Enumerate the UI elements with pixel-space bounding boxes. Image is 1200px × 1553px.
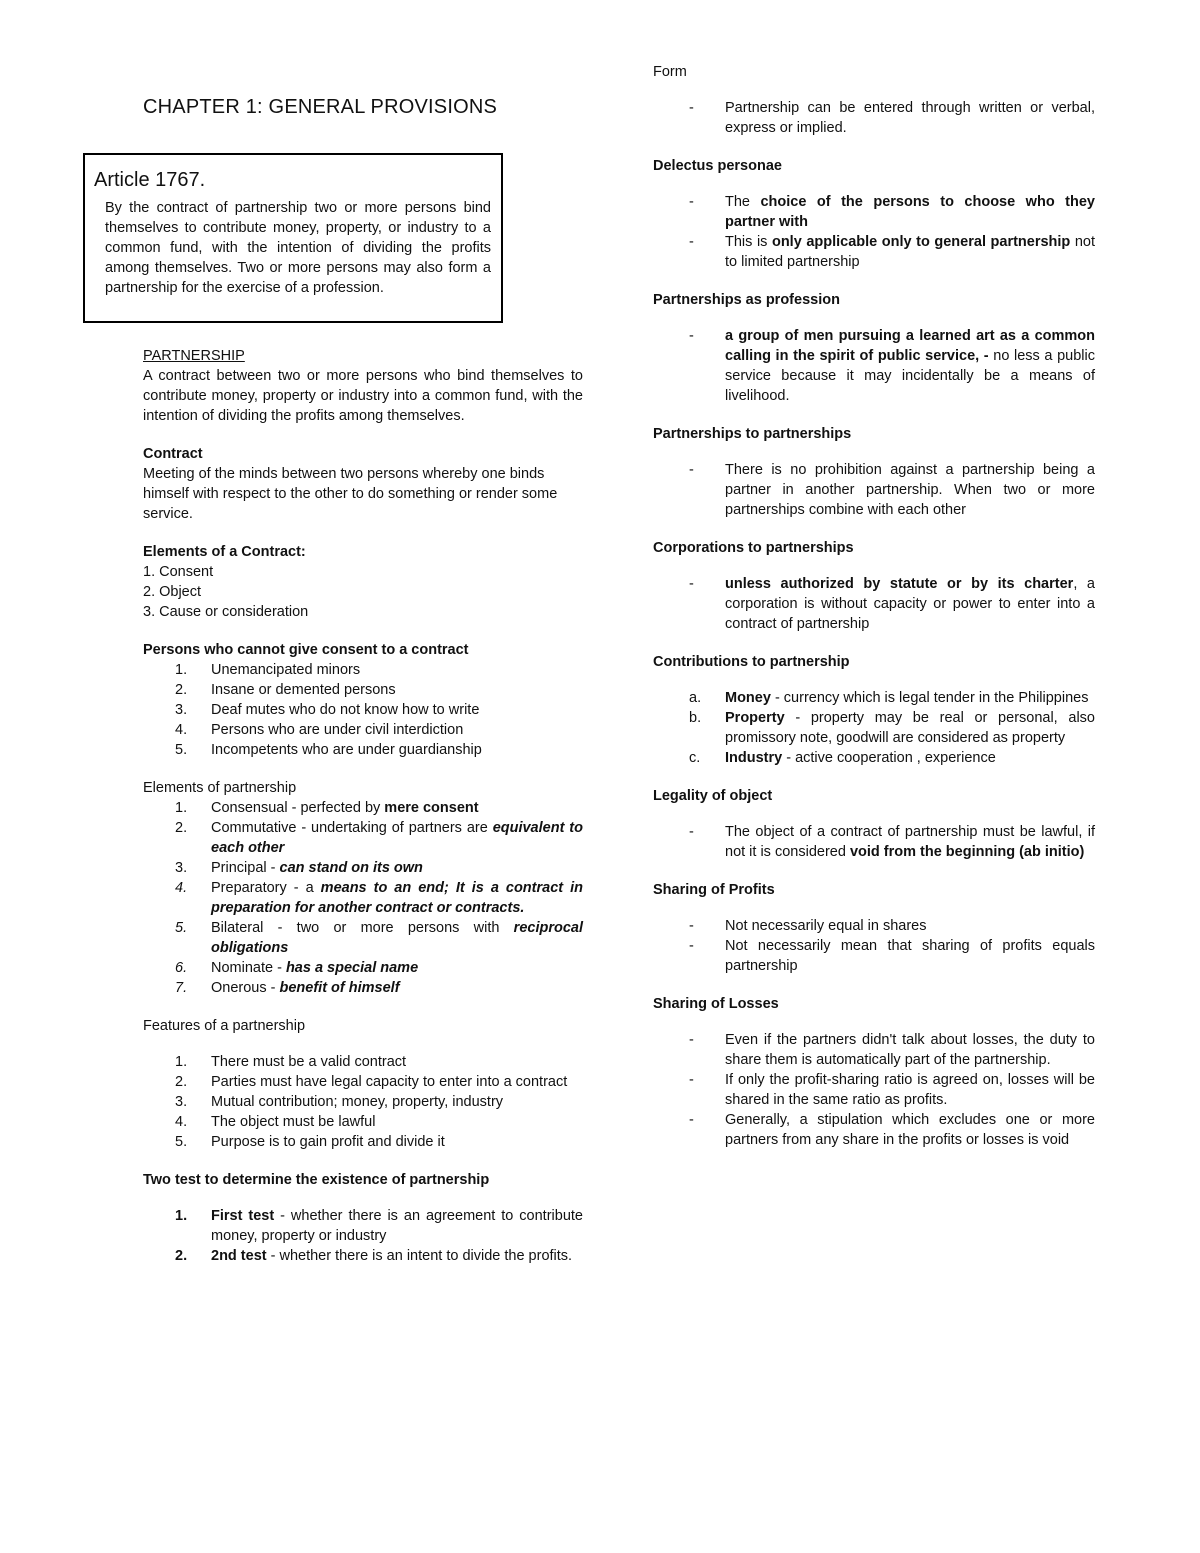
profits-heading: Sharing of Profits bbox=[653, 882, 775, 898]
p2p-list bbox=[653, 460, 1095, 520]
list-item: a. Money - currency which is legal tender in the Philippines bbox=[689, 690, 1089, 706]
list-item: 2. 2nd test - whether there is an intent to divide the profits. bbox=[175, 1248, 573, 1264]
profession-heading: Partnerships as profession bbox=[653, 292, 840, 308]
list-item: - The choice of the persons to choose who they partner with bbox=[689, 194, 1095, 230]
list-item: 5. Incompetents who are under guardianship bbox=[175, 742, 482, 758]
list-item: - unless authorized by statute or by its charter, a corporation is without capacity or power to enter into a contract of partnership bbox=[689, 576, 1095, 632]
cannot-consent-list bbox=[143, 660, 583, 760]
profits-list bbox=[653, 916, 1095, 976]
elements-partnership-heading: Elements of partnership bbox=[143, 780, 297, 796]
list-item: - Not necessarily mean that sharing of profits equals partnership bbox=[689, 938, 1095, 974]
list-item: 6. Nominate - has a special name bbox=[175, 960, 419, 976]
tests-list bbox=[143, 1206, 583, 1266]
list-item: 3. Deaf mutes who do not know how to write bbox=[175, 702, 480, 718]
list-item: 3. Cause or consideration bbox=[143, 604, 309, 620]
contract-heading: Contract bbox=[143, 446, 203, 462]
list-item: - This is only applicable only to general partnership not to limited partnership bbox=[689, 234, 1096, 270]
list-item: 1. Consensual - perfected by mere consent bbox=[175, 800, 479, 816]
list-item: 1. Consent bbox=[143, 564, 214, 580]
cannot-consent-heading: Persons who cannot give consent to a contract bbox=[143, 642, 469, 658]
two-test-heading: Two test to determine the existence of partnership bbox=[143, 1172, 490, 1188]
list-item: 2. Insane or demented persons bbox=[175, 682, 396, 698]
list-item: 5. Bilateral - two or more persons with reciprocal obligations bbox=[175, 920, 583, 956]
list-item: - Not necessarily equal in shares bbox=[689, 918, 927, 934]
list-item: 2. Object bbox=[143, 584, 202, 600]
elements-partnership-list bbox=[143, 798, 583, 998]
right-column bbox=[653, 62, 1095, 1150]
p2p-heading: Partnerships to partnerships bbox=[653, 426, 852, 442]
elements-contract-list bbox=[143, 562, 583, 622]
form-list bbox=[653, 98, 1095, 138]
legality-heading: Legality of object bbox=[653, 788, 773, 804]
list-item: 7. Onerous - benefit of himself bbox=[175, 980, 400, 996]
list-item: 4. Persons who are under civil interdiction bbox=[175, 722, 464, 738]
corp-list bbox=[653, 574, 1095, 634]
list-item: c. Industry - active cooperation , experience bbox=[689, 750, 996, 766]
article-text: By the contract of partnership two or more persons bind themselves to contribute money, property, or industry to a common fund, with the intention of dividing the profits among themselves. Two or more persons may also form a partnership for the exercise of a profession. bbox=[105, 200, 491, 296]
list-item: 4. The object must be lawful bbox=[175, 1114, 376, 1130]
article-title: Article 1767. bbox=[94, 169, 206, 191]
delectus-heading: Delectus personae bbox=[653, 158, 782, 174]
corp-heading: Corporations to partnerships bbox=[653, 540, 854, 556]
partnership-definition: A contract between two or more persons who bind themselves to contribute money, property or industry into a common fund, with the intention of dividing the profits among themselves. bbox=[143, 368, 583, 424]
partnership-heading: PARTNERSHIP bbox=[143, 348, 245, 364]
list-item: b. Property - property may be real or personal, also promissory note, goodwill are considered as property bbox=[689, 710, 1095, 746]
list-item: 1. Unemancipated minors bbox=[175, 662, 361, 678]
list-item: 3. Mutual contribution; money, property, industry bbox=[175, 1094, 504, 1110]
contract-definition: Meeting of the minds between two persons whereby one binds himself with respect to the other to do something or render some service. bbox=[143, 466, 558, 522]
list-item: 3. Principal - can stand on its own bbox=[175, 860, 423, 876]
chapter-title: CHAPTER 1: GENERAL PROVISIONS bbox=[143, 96, 498, 118]
list-item: 4. Preparatory - a means to an end; It is a contract in preparation for another contract or contracts. bbox=[175, 880, 583, 916]
article-box bbox=[83, 153, 503, 323]
left-column bbox=[143, 346, 583, 1266]
list-item: - a group of men pursuing a learned art as a common calling in the spirit of public service, - no less a public service because it may incidentally be a means of livelihood. bbox=[689, 328, 1095, 404]
list-item: - Generally, a stipulation which excludes one or more partners from any share in the profits or losses is void bbox=[689, 1112, 1095, 1148]
list-item: 5. Purpose is to gain profit and divide it bbox=[175, 1134, 445, 1150]
list-item: 1. There must be a valid contract bbox=[175, 1054, 407, 1070]
list-item: - There is no prohibition against a partnership being a partner in another partnership. When two or more partnerships combine with each other bbox=[689, 462, 1095, 518]
profession-list bbox=[653, 326, 1095, 406]
losses-heading: Sharing of Losses bbox=[653, 996, 779, 1012]
list-item: 2. Parties must have legal capacity to enter into a contract bbox=[175, 1074, 568, 1090]
legality-list bbox=[653, 822, 1095, 862]
list-item: - The object of a contract of partnership must be lawful, if not it is considered void from the beginning (ab initio) bbox=[689, 824, 1095, 860]
delectus-list bbox=[653, 192, 1095, 272]
list-item: 1. First test - whether there is an agreement to contribute money, property or industry bbox=[175, 1208, 583, 1244]
contrib-heading: Contributions to partnership bbox=[653, 654, 850, 670]
form-heading: Form bbox=[653, 64, 687, 80]
contrib-list bbox=[653, 688, 1095, 768]
losses-list bbox=[653, 1030, 1095, 1150]
list-item: - Even if the partners didn't talk about losses, the duty to share them is automatically part of the partnership. bbox=[689, 1032, 1095, 1068]
features-list bbox=[143, 1052, 583, 1152]
list-item: - Partnership can be entered through written or verbal, express or implied. bbox=[689, 100, 1095, 136]
features-heading: Features of a partnership bbox=[143, 1018, 306, 1034]
elements-contract-heading: Elements of a Contract: bbox=[143, 544, 306, 560]
list-item: - If only the profit-sharing ratio is agreed on, losses will be shared in the same ratio as profits. bbox=[689, 1072, 1095, 1108]
list-item: 2. Commutative - undertaking of partners are equivalent to each other bbox=[175, 820, 583, 856]
